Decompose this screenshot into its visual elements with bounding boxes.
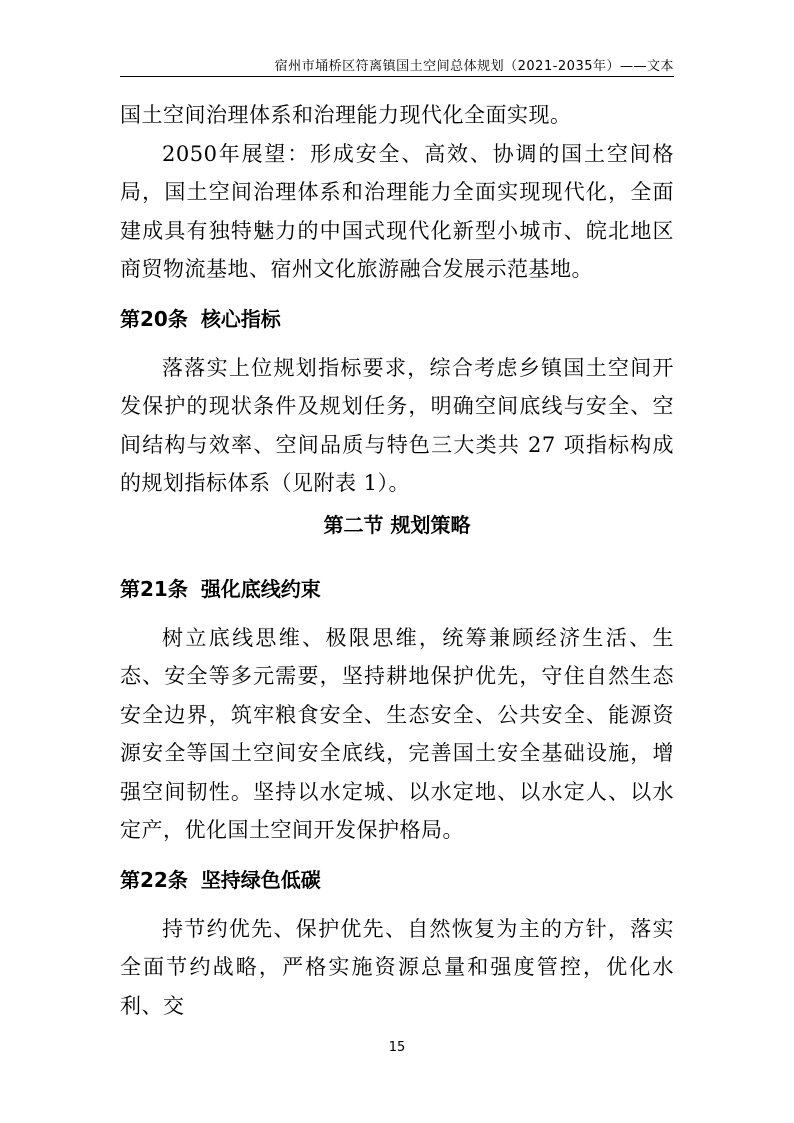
article-22-heading (120, 854, 674, 906)
page-number: 15 (388, 1040, 406, 1055)
paragraph-green-low-carbon: 持节约优先、保护优先、自然恢复为主的方针，落实全面节约战略，严格实施资源总量和强度管控，优化水利、交 (120, 916, 674, 1018)
paragraph-bottom-line: 树立底线思维、极限思维，统筹兼顾经济生活、生态、安全等多元需要，坚持耕地保护优先，守住自然生态安全边界，筑牢粮食安全、生态安全、公共安全、能源资源安全等国土空间安全底线，完善国土安全基础设施，增强空间韧性。坚持以水定城、以水定地、以水定人、以水定产，优化国土空间开发保护格局。 (120, 625, 674, 842)
article-number: 第20条 (120, 306, 188, 331)
document-body (120, 96, 674, 1025)
article-title: 坚持绿色低碳 (200, 867, 321, 892)
article-20-heading (120, 293, 674, 345)
section-heading: 第二节 规划策略 (323, 512, 471, 537)
running-header: 宿州市埇桥区符离镇国土空间总体规划（2021-2035年）——文本 (274, 59, 674, 74)
paragraph-core-indicators: 落落实上位规划指标要求，综合考虑乡镇国土空间开发保护的现状条件及规划任务，明确空间底线与安全、空间结构与效率、空间品质与特色三大类共 27 项指标构成的规划指标体系（见附表 1）。 (120, 355, 674, 495)
article-title: 强化底线约束 (200, 576, 321, 601)
article-number: 第22条 (120, 867, 188, 892)
article-title: 核心指标 (200, 306, 281, 331)
article-21-heading (120, 563, 674, 615)
paragraph-2050-outlook: 2050年展望：形成安全、高效、协调的国土空间格局，国土空间治理体系和治理能力全面实现现代化，全面建成具有独特魅力的中国式现代化新型小城市、皖北地区商贸物流基地、宿州文化旅游融合发展示范基地。 (120, 141, 674, 281)
article-number: 第21条 (120, 576, 188, 601)
paragraph-continuation: 国土空间治理体系和治理能力现代化全面实现。 (120, 103, 572, 127)
section-spacer (120, 547, 674, 559)
header-divider (120, 76, 674, 77)
